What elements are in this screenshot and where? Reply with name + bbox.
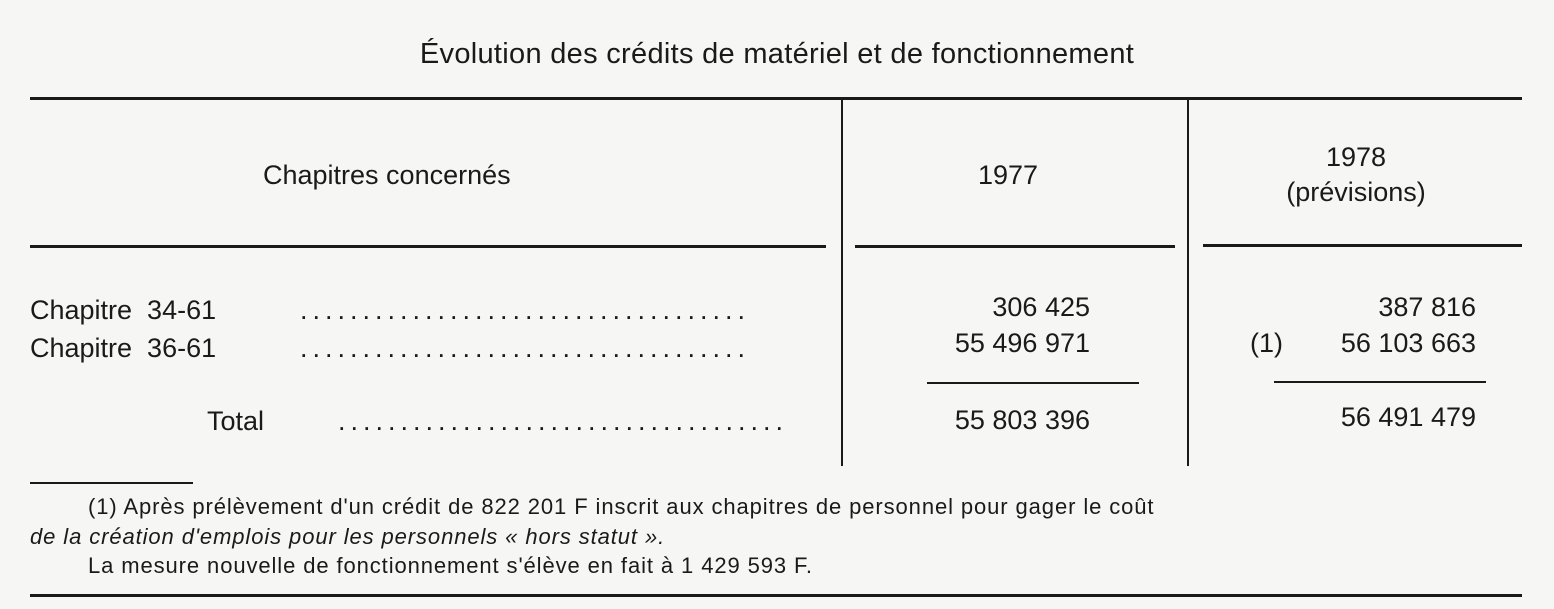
row-label-36-61: Chapitre 36-61: [30, 333, 217, 363]
bottom-rule: [30, 594, 1522, 597]
row-leader-dots: ....................................: [300, 333, 751, 363]
table-title: Évolution des crédits de matériel et de fonctionnement: [419, 38, 1135, 70]
footnote-marker: (1): [1250, 328, 1283, 358]
total-label: Total: [207, 406, 265, 436]
header-rule-col3: [1203, 244, 1522, 247]
footnote-line-3: La mesure nouvelle de fonctionnement s'élève en fait à 1 429 593 F.: [88, 553, 813, 578]
header-1978: 1978: [1325, 142, 1387, 172]
row-label-34-61: Chapitre 34-61: [30, 295, 217, 325]
row-value-1978: 387 816: [1378, 292, 1476, 322]
footnote-line-1: (1) Après prélèvement d'un crédit de 822 201 F inscrit aux chapitres de personnel pour gager le coût: [88, 494, 1155, 519]
row-value-1977: 55 496 971: [954, 328, 1090, 358]
top-rule: [30, 97, 1522, 100]
header-chapitres: Chapitres concernés: [263, 160, 511, 190]
sum-rule-1977: [927, 382, 1139, 384]
header-rule-col1: [30, 245, 826, 248]
header-previsions: (prévisions): [1286, 177, 1426, 207]
row-value-1977: 306 425: [992, 292, 1090, 322]
footnote-line-2: de la création d'emplois pour les personnels « hors statut ».: [30, 524, 666, 549]
row-value-1978: 56 103 663: [1340, 328, 1476, 358]
row-leader-dots: ....................................: [300, 295, 751, 325]
footnote-separator: [30, 482, 193, 484]
total-value-1978: 56 491 479: [1340, 402, 1476, 432]
header-rule-col2: [855, 245, 1175, 248]
column-divider-2: [1187, 100, 1189, 466]
header-1977: 1977: [978, 160, 1039, 190]
total-leader-dots: ....................................: [338, 406, 789, 436]
column-divider-1: [841, 100, 843, 466]
total-value-1977: 55 803 396: [954, 405, 1090, 435]
sum-rule-1978: [1274, 381, 1486, 383]
